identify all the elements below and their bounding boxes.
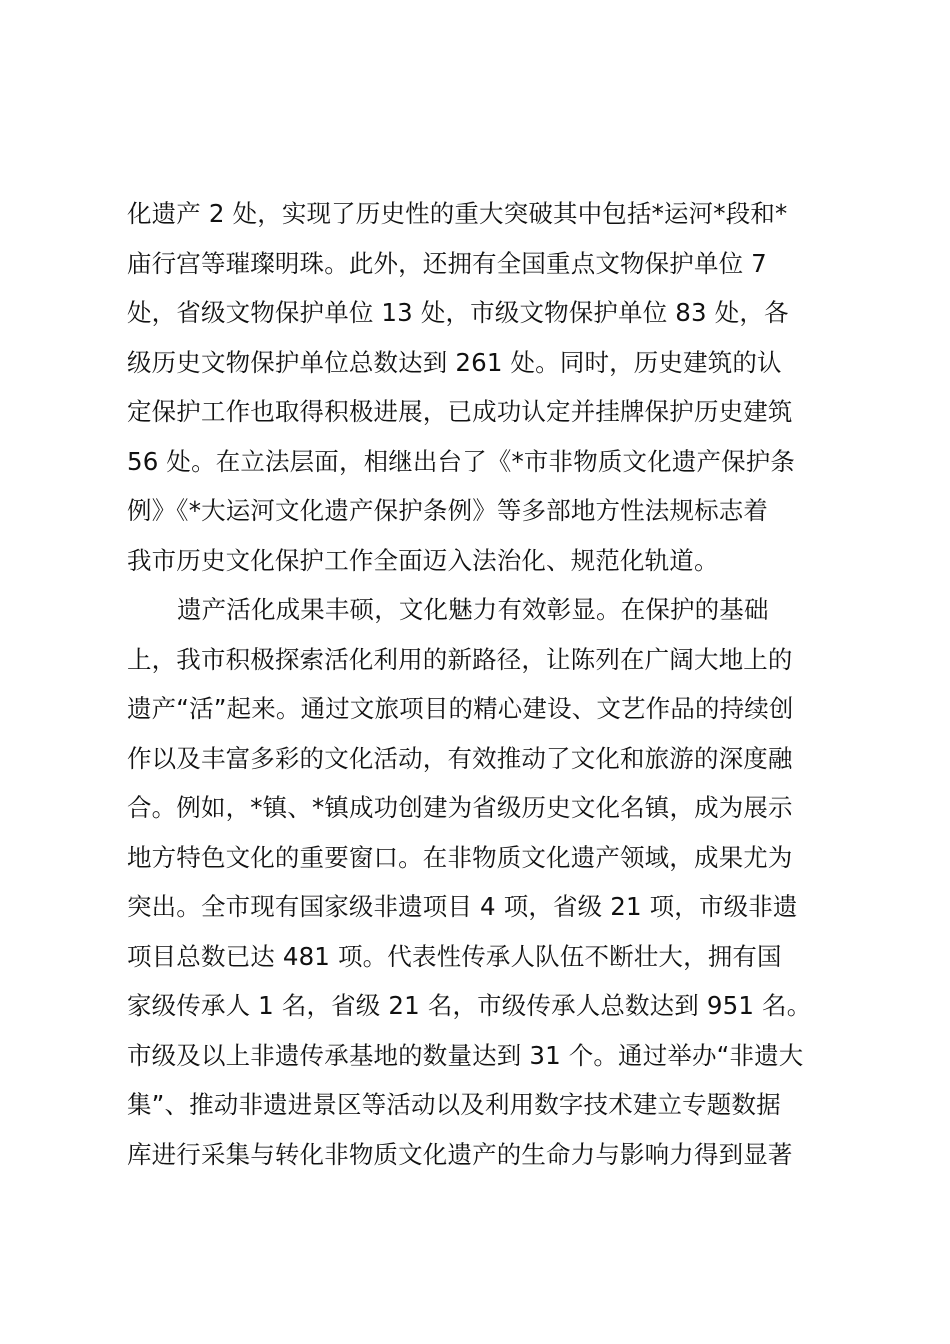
body-text [127,189,827,1179]
text-line: 级历史文物保护单位总数达到 261 处。同时，历史建筑的认 [127,347,782,377]
text-line: 库进行采集与转化非物质文化遗产的生命力与影响力得到显著 [127,1139,793,1169]
paragraph-heritage-protection [127,189,827,585]
text-line: 遗产活化成果丰硕，文化魅力有效彰显。在保护的基础 [177,595,769,624]
text-line: 遗产“活”起来。通过文旅项目的精心建设、文艺作品的持续创 [127,694,794,723]
text-line: 家级传承人 1 名，省级 21 名，市级传承人总数达到 951 名。 [127,991,812,1020]
text-line: 地方特色文化的重要窗口。在非物质文化遗产领域，成果尤为 [127,842,793,872]
text-line: 庙行宫等璀璨明珠。此外，还拥有全国重点文物保护单位 7 [127,248,767,278]
text-line: 定保护工作也取得积极进展，已成功认定并挂牌保护历史建筑 [127,397,793,426]
text-line: 化遗产 2 处，实现了历史性的重大突破其中包括*运河*段和* [127,199,788,228]
text-line: 56 处。在立法层面，相继出台了《*市非物质文化遗产保护条 [127,446,796,476]
text-line: 上，我市积极探索活化利用的新路径，让陈列在广阔大地上的 [127,644,793,674]
text-line: 突出。全市现有国家级非遗项目 4 项，省级 21 项，市级非遗 [127,892,798,921]
text-line: 集”、推动非遗进景区等活动以及利用数字技术建立专题数据 [127,1090,781,1119]
paragraph-heritage-activation [127,585,827,1179]
text-line: 作以及丰富多彩的文化活动，有效推动了文化和旅游的深度融 [127,743,793,773]
text-line: 市级及以上非遗传承基地的数量达到 31 个。通过举办“非遗大 [127,1040,804,1070]
text-line: 合。例如，*镇、*镇成功创建为省级历史文化名镇，成为展示 [127,793,793,822]
text-line: 例》《*大运河文化遗产保护条例》等多部地方性法规标志着 [127,496,769,525]
text-line: 我市历史文化保护工作全面迈入法治化、规范化轨道。 [127,545,719,575]
text-line: 处，省级文物保护单位 13 处，市级文物保护单位 83 处，各 [127,298,789,327]
text-line: 项目总数已达 481 项。代表性传承人队伍不断壮大，拥有国 [127,941,782,971]
